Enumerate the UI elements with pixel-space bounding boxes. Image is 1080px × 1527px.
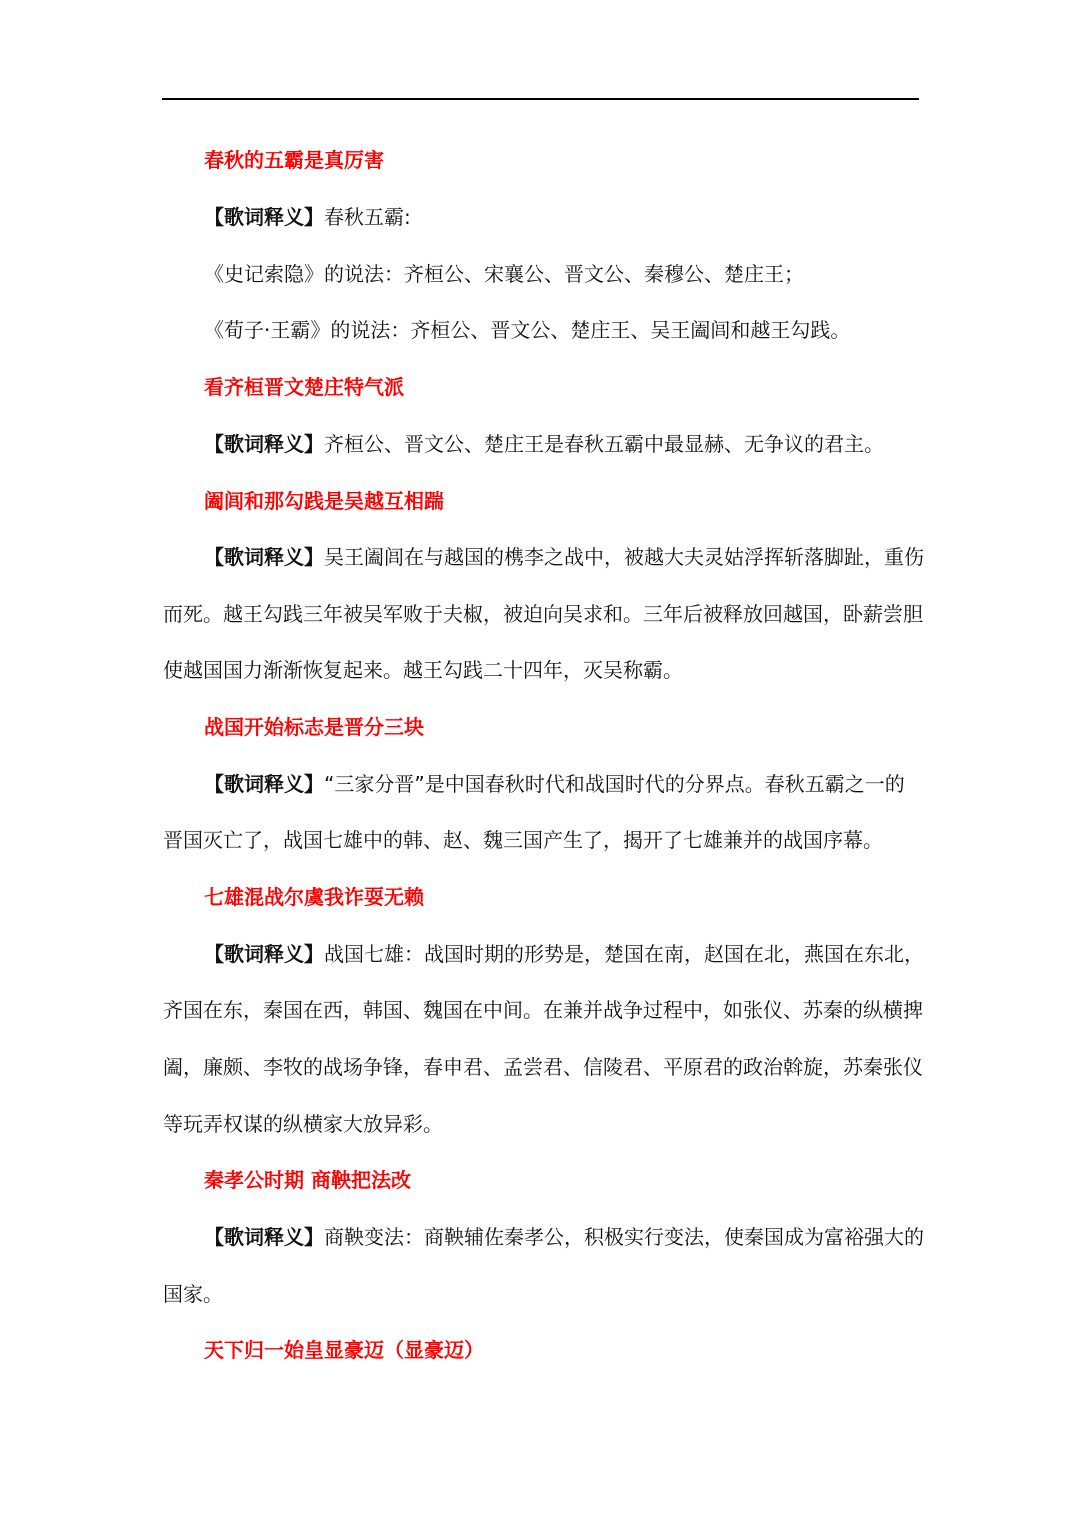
section-heading: 战国开始标志是晋分三块: [204, 715, 424, 739]
lyric-label: 【歌词释义】: [204, 545, 324, 569]
lyric-label: 【歌词释义】: [204, 942, 324, 966]
paragraph-text: 春秋五霸:: [324, 205, 411, 229]
lyric-label: 【歌词释义】: [204, 772, 324, 796]
paragraph-line: [204, 432, 884, 456]
paragraph-text: “三家分晋”是中国春秋时代和战国时代的分界点。春秋五霸之一的: [324, 772, 905, 796]
paragraph-text: 吴王阖闾在与越国的槜李之战中，被越大夫灵姑浮挥斩落脚趾，重伤: [324, 545, 924, 569]
paragraph-line: [204, 545, 924, 569]
section-heading: 看齐桓晋文楚庄特气派: [204, 375, 404, 399]
paragraph-line: 国家。: [163, 1282, 223, 1306]
paragraph-line: [204, 205, 411, 229]
paragraph-text: 商鞅变法：商鞅辅佐秦孝公，积极实行变法，使秦国成为富裕强大的: [324, 1225, 924, 1249]
paragraph-line: 使越国国力渐渐恢复起来。越王勾践二十四年，灭吴称霸。: [163, 658, 683, 682]
lyric-label: 【歌词释义】: [204, 205, 324, 229]
section-heading: 天下归一始皇显豪迈（显豪迈）: [204, 1338, 484, 1362]
paragraph-text: 齐桓公、晋文公、楚庄王是春秋五霸中最显赫、无争议的君主。: [324, 432, 884, 456]
paragraph-line: 《荀子·王霸》的说法：齐桓公、晋文公、楚庄王、吴王阖闾和越王勾践。: [204, 318, 851, 342]
paragraph-line: 阖，廉颇、李牧的战场争锋，春申君、孟尝君、信陵君、平原君的政治斡旋，苏秦张仪: [163, 1055, 923, 1079]
paragraph-line: 等玩弄权谋的纵横家大放异彩。: [163, 1112, 443, 1136]
paragraph-line: [204, 772, 905, 796]
section-heading: 春秋的五霸是真厉害: [204, 148, 384, 172]
section-heading: 阖闾和那勾践是吴越互相踹: [204, 489, 444, 513]
paragraph-line: 齐国在东，秦国在西，韩国、魏国在中间。在兼并战争过程中，如张仪、苏秦的纵横捭: [163, 998, 923, 1022]
paragraph-line: 《史记索隐》的说法：齐桓公、宋襄公、晋文公、秦穆公、楚庄王；: [204, 262, 804, 286]
lyric-label: 【歌词释义】: [204, 1225, 324, 1249]
paragraph-line: 而死。越王勾践三年被吴军败于夫椒，被迫向吴求和。三年后被释放回越国，卧薪尝胆: [163, 602, 923, 626]
lyric-label: 【歌词释义】: [204, 432, 324, 456]
section-heading: 秦孝公时期 商鞅把法改: [204, 1168, 411, 1192]
paragraph-line: [204, 1225, 924, 1249]
paragraph-line: [204, 942, 924, 966]
header-rule: [162, 98, 919, 100]
paragraph-text: 战国七雄：战国时期的形势是，楚国在南，赵国在北，燕国在东北，: [324, 942, 924, 966]
section-heading: 七雄混战尔虞我诈耍无赖: [204, 885, 424, 909]
paragraph-line: 晋国灭亡了，战国七雄中的韩、赵、魏三国产生了，揭开了七雄兼并的战国序幕。: [163, 828, 883, 852]
